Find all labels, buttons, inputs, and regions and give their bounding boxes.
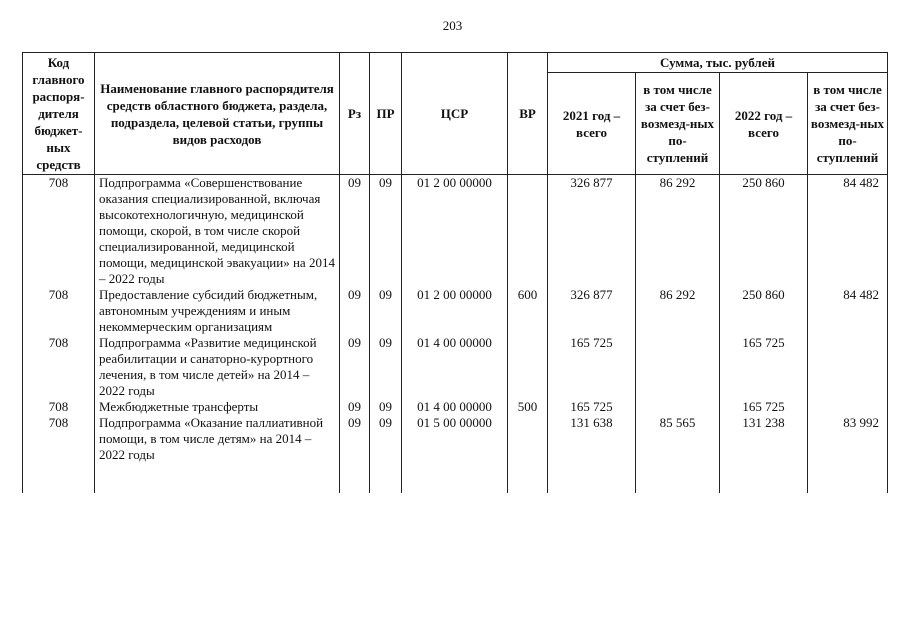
cell-2022-total: 165 725 bbox=[720, 399, 808, 415]
cell-csr: 01 4 00 00000 bbox=[402, 335, 508, 399]
cell-pr: 09 bbox=[370, 287, 402, 335]
cell-csr: 01 5 00 00000 bbox=[402, 415, 508, 493]
header-csr: ЦСР bbox=[402, 53, 508, 175]
cell-2021-total: 165 725 bbox=[548, 399, 636, 415]
cell-rz: 09 bbox=[340, 415, 370, 493]
cell-2022-total: 131 238 bbox=[720, 415, 808, 493]
cell-name: Межбюджетные трансферты bbox=[95, 399, 340, 415]
header-sum-group: Сумма, тыс. рублей bbox=[548, 53, 888, 73]
table-body bbox=[23, 175, 888, 494]
table-row bbox=[23, 287, 888, 335]
cell-rz: 09 bbox=[340, 287, 370, 335]
cell-pr: 09 bbox=[370, 335, 402, 399]
cell-2021-total: 326 877 bbox=[548, 175, 636, 288]
cell-rz: 09 bbox=[340, 175, 370, 288]
header-2022-grants: в том числе за счет без-возмезд-ных по-ступлений bbox=[808, 73, 888, 175]
cell-code: 708 bbox=[23, 335, 95, 399]
cell-name: Предоставление субсидий бюджетным, автономным учреждениям и иным некоммерческим организациям bbox=[95, 287, 340, 335]
header-rz: Рз bbox=[340, 53, 370, 175]
cell-2021-grants: 85 565 bbox=[636, 415, 720, 493]
cell-vr bbox=[508, 335, 548, 399]
cell-vr: 600 bbox=[508, 287, 548, 335]
cell-2021-grants bbox=[636, 335, 720, 399]
cell-rz: 09 bbox=[340, 399, 370, 415]
cell-2021-grants: 86 292 bbox=[636, 175, 720, 288]
cell-2021-total: 326 877 bbox=[548, 287, 636, 335]
cell-code: 708 bbox=[23, 287, 95, 335]
cell-pr: 09 bbox=[370, 175, 402, 288]
cell-csr: 01 2 00 00000 bbox=[402, 175, 508, 288]
cell-code: 708 bbox=[23, 175, 95, 288]
cell-rz: 09 bbox=[340, 335, 370, 399]
cell-2022-total: 165 725 bbox=[720, 335, 808, 399]
cell-name: Подпрограмма «Совершенствование оказания специализированной, включая высокотехнологичную, медицинской помощи, скорой, в том числе скорой специализированной, медицинской помощи, медицинской эвакуации» на 2014 – 2022 годы bbox=[95, 175, 340, 288]
cell-csr: 01 2 00 00000 bbox=[402, 287, 508, 335]
cell-code: 708 bbox=[23, 415, 95, 493]
cell-pr: 09 bbox=[370, 399, 402, 415]
budget-table bbox=[22, 52, 888, 493]
table-row bbox=[23, 335, 888, 399]
cell-2021-total: 165 725 bbox=[548, 335, 636, 399]
cell-name: Подпрограмма «Оказание паллиативной помощи, в том числе детям» на 2014 – 2022 годы bbox=[95, 415, 340, 493]
cell-2022-total: 250 860 bbox=[720, 175, 808, 288]
header-2022-total: 2022 год – всего bbox=[720, 73, 808, 175]
header-code: Код главного распоря-дителя бюджет-ных средств bbox=[23, 53, 95, 175]
cell-vr bbox=[508, 415, 548, 493]
cell-2022-grants: 84 482 bbox=[808, 287, 888, 335]
cell-2022-grants bbox=[808, 399, 888, 415]
table-row bbox=[23, 399, 888, 415]
cell-csr: 01 4 00 00000 bbox=[402, 399, 508, 415]
table-header bbox=[23, 53, 888, 175]
header-vr: ВР bbox=[508, 53, 548, 175]
cell-2021-total: 131 638 bbox=[548, 415, 636, 493]
page-number: 203 bbox=[442, 18, 463, 33]
table-row bbox=[23, 415, 888, 493]
cell-2022-grants: 84 482 bbox=[808, 175, 888, 288]
cell-name: Подпрограмма «Развитие медицинской реабилитации и санаторно-курортного лечения, в том числе детей» на 2014 – 2022 годы bbox=[95, 335, 340, 399]
cell-code: 708 bbox=[23, 399, 95, 415]
cell-2022-grants: 83 992 bbox=[808, 415, 888, 493]
table-row bbox=[23, 175, 888, 288]
cell-vr bbox=[508, 175, 548, 288]
cell-pr: 09 bbox=[370, 415, 402, 493]
cell-vr: 500 bbox=[508, 399, 548, 415]
cell-2022-grants bbox=[808, 335, 888, 399]
cell-2022-total: 250 860 bbox=[720, 287, 808, 335]
header-2021-total: 2021 год – всего bbox=[548, 73, 636, 175]
cell-2021-grants: 86 292 bbox=[636, 287, 720, 335]
header-name: Наименование главного распорядителя средств областного бюджета, раздела, подраздела, целевой статьи, группы видов расходов bbox=[95, 53, 340, 175]
cell-2021-grants bbox=[636, 399, 720, 415]
header-2021-grants: в том числе за счет без-возмезд-ных по-ступлений bbox=[636, 73, 720, 175]
header-pr: ПР bbox=[370, 53, 402, 175]
